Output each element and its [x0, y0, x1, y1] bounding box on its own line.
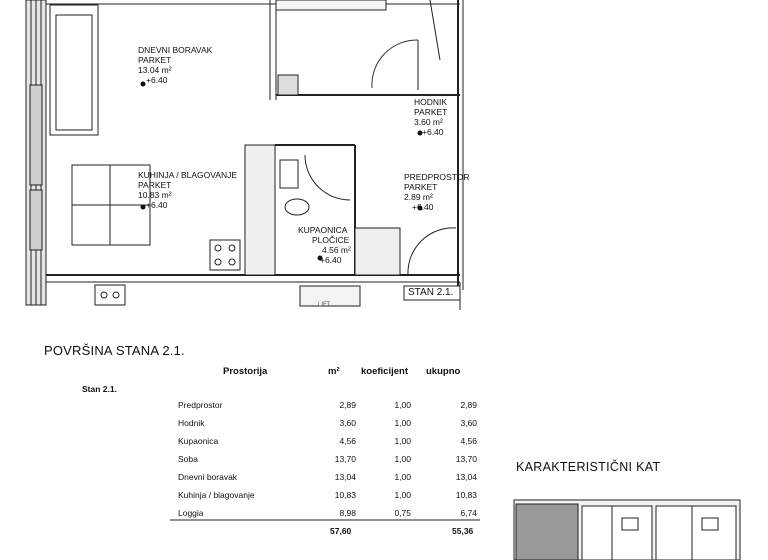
table-cell-coef: 1,00: [394, 454, 411, 464]
table-cell-total: 13,70: [455, 454, 477, 464]
typical-floor-thumbnail: [512, 498, 742, 560]
header-room: Prostorija: [223, 366, 268, 377]
sum-total: 55,36: [452, 526, 474, 536]
table-cell-room: Kuhinja / blagovanje: [178, 490, 255, 500]
room-level: +6.40: [412, 202, 434, 212]
table-cell-total: 6,74: [460, 508, 477, 518]
sum-m2: 57,60: [330, 526, 352, 536]
room-name: HODNIK: [414, 97, 448, 107]
room-floor: PARKET: [404, 182, 438, 192]
table-cell-m2: 3,60: [339, 418, 356, 428]
room-level: +6.40: [320, 255, 342, 265]
table-cell-total: 13,04: [455, 472, 477, 482]
room-area: 10.83 m²: [138, 190, 172, 200]
group-label: Stan 2.1.: [82, 384, 117, 394]
room-area: 3.60 m²: [414, 117, 443, 127]
table-cell-coef: 1,00: [394, 490, 411, 500]
lift-label: LIFT: [318, 302, 331, 308]
room-level: +6.40: [146, 75, 168, 85]
table-cell-total: 2,89: [460, 400, 477, 410]
area-table-title: POVRŠINA STANA 2.1.: [44, 343, 185, 358]
table-cell-coef: 1,00: [394, 418, 411, 428]
room-area: 4.56 m²: [322, 245, 351, 255]
table-cell-m2: 2,89: [339, 400, 356, 410]
room-floor: PARKET: [138, 180, 172, 190]
room-name: DNEVNI BORAVAK: [138, 45, 213, 55]
table-cell-m2: 13,04: [334, 472, 356, 482]
unit-label: STAN 2.1.: [408, 287, 454, 298]
header-total: ukupno: [426, 366, 461, 377]
table-cell-m2: 10,83: [334, 490, 356, 500]
table-cell-total: 3,60: [460, 418, 477, 428]
table-cell-room: Soba: [178, 454, 198, 464]
table-cell-coef: 1,00: [394, 400, 411, 410]
table-cell-m2: 13,70: [334, 454, 356, 464]
karakteristicni-kat-title: KARAKTERISTIČNI KAT: [516, 460, 661, 474]
table-cell-room: Predprostor: [178, 400, 223, 410]
room-name: KUPAONICA: [298, 225, 348, 235]
room-name: PREDPROSTOR: [404, 172, 470, 182]
table-cell-room: Loggia: [178, 508, 204, 518]
room-level: +6.40: [422, 127, 444, 137]
room-floor: PARKET: [414, 107, 448, 117]
room-floor: PARKET: [138, 55, 172, 65]
table-cell-m2: 4,56: [339, 436, 356, 446]
room-area: 13.04 m²: [138, 65, 172, 75]
table-cell-total: 10,83: [455, 490, 477, 500]
table-cell-m2: 8,98: [339, 508, 356, 518]
room-floor: PLOČICE: [312, 235, 350, 245]
table-cell-room: Kupaonica: [178, 436, 219, 446]
header-coef: koeficijent: [361, 366, 408, 377]
header-m2: m²: [328, 366, 340, 377]
table-cell-total: 4,56: [460, 436, 477, 446]
table-cell-coef: 1,00: [394, 472, 411, 482]
table-cell-room: Dnevni boravak: [178, 472, 238, 482]
table-cell-coef: 1,00: [394, 436, 411, 446]
room-name: KUHINJA / BLAGOVANJE: [138, 170, 238, 180]
room-area: 2.89 m²: [404, 192, 433, 202]
room-level: +6.40: [146, 200, 168, 210]
table-cell-room: Hodnik: [178, 418, 205, 428]
table-cell-coef: 0,75: [394, 508, 411, 518]
